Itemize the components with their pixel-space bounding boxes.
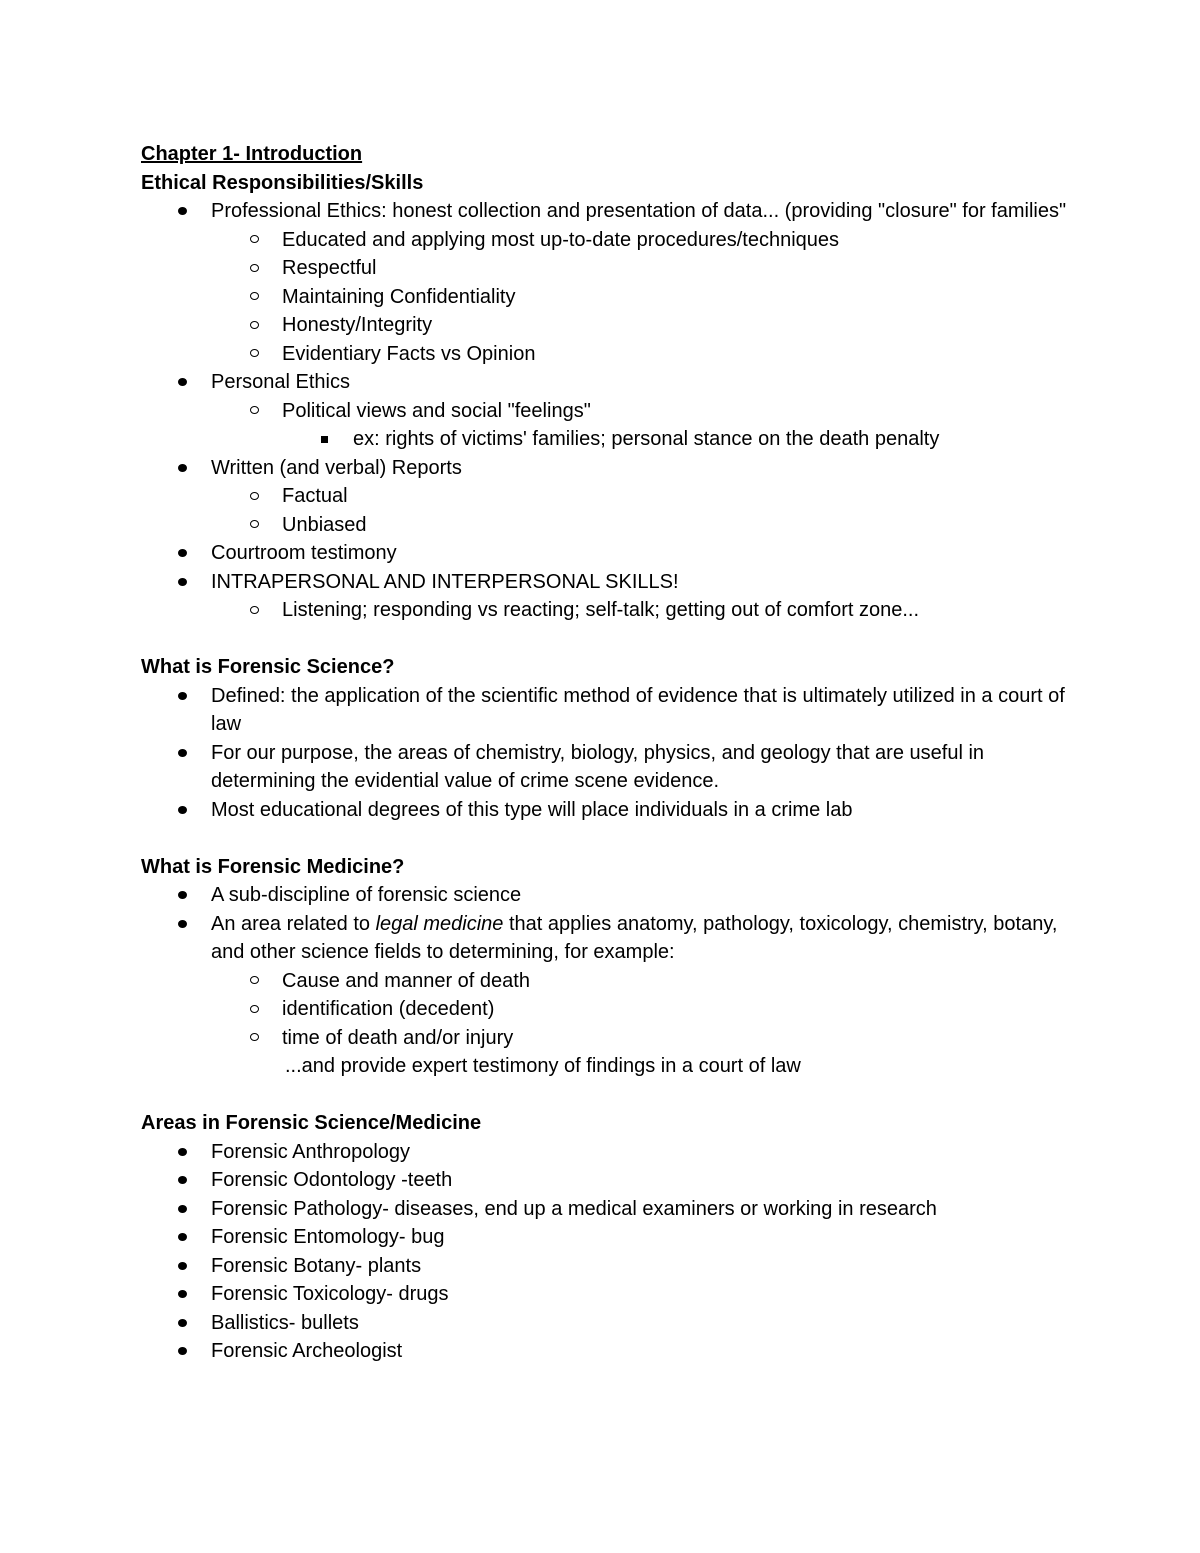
hollow-circle-bullet-icon: [250, 976, 259, 984]
list-item-text: Forensic Pathology- diseases, end up a medical examiners or working in research: [211, 1197, 937, 1220]
section-heading-areas: Areas in Forensic Science/Medicine: [141, 1112, 482, 1134]
spacer: [141, 824, 1071, 853]
list-item: [141, 682, 1071, 739]
filled-circle-bullet-icon: [178, 578, 187, 586]
list-item: [141, 425, 1071, 454]
list-item-text: identification (decedent): [282, 998, 495, 1020]
list-item-text: Educated and applying most up-to-date procedures/techniques: [282, 228, 840, 251]
list-item-text: Forensic Odontology -teeth: [211, 1169, 453, 1191]
list-item-text: Professional Ethics: honest collection and presentation of data... (providing "closure" for families": [211, 200, 1067, 222]
list-item-text: Political views and social "feelings": [282, 399, 591, 422]
square-bullet-icon: [321, 436, 328, 443]
list-item: [141, 796, 1071, 825]
forensic-science-list: [141, 682, 1071, 825]
areas-list: [141, 1138, 1071, 1366]
list-item: [141, 1337, 1071, 1366]
list-item: [141, 1280, 1071, 1309]
filled-circle-bullet-icon: [178, 920, 187, 928]
filled-circle-bullet-icon: [178, 1233, 187, 1241]
italic-term: legal medicine: [375, 912, 504, 935]
list-item: [141, 995, 1071, 1024]
list-item: [141, 340, 1071, 369]
filled-circle-bullet-icon: [178, 1319, 187, 1327]
hollow-circle-bullet-icon: [250, 492, 259, 500]
list-item: [141, 881, 1071, 910]
list-item: [141, 454, 1071, 483]
list-item: [141, 397, 1071, 426]
list-item-text: Ballistics- bullets: [211, 1311, 359, 1334]
list-item: [141, 910, 1071, 967]
chapter-title: Chapter 1- Introduction: [141, 143, 363, 165]
list-item: [141, 539, 1071, 568]
filled-circle-bullet-icon: [178, 1176, 187, 1184]
list-item-text: Forensic Botany- plants: [211, 1254, 422, 1277]
filled-circle-bullet-icon: [178, 1290, 187, 1298]
list-item: [141, 1166, 1071, 1195]
filled-circle-bullet-icon: [178, 806, 187, 814]
filled-circle-bullet-icon: [178, 549, 187, 557]
list-item: [141, 197, 1071, 226]
hollow-circle-bullet-icon: [250, 349, 259, 357]
hollow-circle-bullet-icon: [250, 292, 259, 300]
hollow-circle-bullet-icon: [250, 520, 259, 528]
list-item: [141, 482, 1071, 511]
continuation-text: ...and provide expert testimony of findings in a court of law: [285, 1055, 801, 1077]
filled-circle-bullet-icon: [178, 207, 187, 215]
list-item: [141, 1252, 1071, 1281]
list-item: [141, 1309, 1071, 1338]
hollow-circle-bullet-icon: [250, 1005, 259, 1013]
text-segment: An area related to: [211, 912, 376, 935]
ethical-list: [141, 197, 1071, 625]
list-item: [141, 254, 1071, 283]
list-item: [141, 596, 1071, 625]
filled-circle-bullet-icon: [178, 1347, 187, 1355]
list-item: [141, 368, 1071, 397]
hollow-circle-bullet-icon: [250, 235, 259, 243]
list-item-text: Maintaining Confidentiality: [282, 285, 516, 308]
list-item-text: Unbiased: [282, 513, 367, 536]
filled-circle-bullet-icon: [178, 1262, 187, 1270]
list-item-text: Personal Ethics: [211, 371, 350, 393]
filled-circle-bullet-icon: [178, 1205, 187, 1213]
list-item-text: ex: rights of victims' families; personal stance on the death penalty: [353, 428, 940, 450]
list-item-text: For our purpose, the areas of chemistry, biology, physics, and geology that are useful in determining the evidential value of crime scene evidence.: [211, 741, 985, 792]
list-item: [141, 739, 1071, 796]
filled-circle-bullet-icon: [178, 749, 187, 757]
list-item-text: Defined: the application of the scientific method of evidence that is ultimately utilized in a court of law: [211, 684, 1065, 735]
list-item: [141, 311, 1071, 340]
list-item: [141, 1223, 1071, 1252]
list-item: [141, 1138, 1071, 1167]
list-item-text: Forensic Anthropology: [211, 1140, 411, 1163]
list-item-text: Evidentiary Facts vs Opinion: [282, 342, 536, 365]
list-item-text: Honesty/Integrity: [282, 314, 433, 336]
hollow-circle-bullet-icon: [250, 1033, 259, 1041]
forensic-medicine-list: [141, 881, 1071, 1052]
list-item: [141, 283, 1071, 312]
list-item: [141, 568, 1071, 597]
list-item: [141, 511, 1071, 540]
list-item: [141, 1024, 1071, 1053]
list-item-text: time of death and/or injury: [282, 1026, 514, 1049]
filled-circle-bullet-icon: [178, 891, 187, 899]
list-item-text: [211, 910, 1071, 967]
hollow-circle-bullet-icon: [250, 606, 259, 614]
section-heading-forensic-medicine: What is Forensic Medicine?: [141, 855, 405, 878]
list-item-text: Respectful: [282, 257, 377, 279]
hollow-circle-bullet-icon: [250, 321, 259, 329]
list-item-text: Forensic Archeologist: [211, 1340, 403, 1362]
filled-circle-bullet-icon: [178, 1148, 187, 1156]
document-page: [141, 140, 1071, 1366]
list-item-text: A sub-discipline of forensic science: [211, 884, 522, 906]
list-item-text: Most educational degrees of this type will place individuals in a crime lab: [211, 798, 853, 821]
list-item-text: Written (and verbal) Reports: [211, 456, 462, 479]
hollow-circle-bullet-icon: [250, 264, 259, 272]
list-item: [141, 226, 1071, 255]
hollow-circle-bullet-icon: [250, 406, 259, 414]
text-segment: that applies anatomy, pathology, toxicology, chemistry, botany, and other science fields to determining, for example:: [211, 912, 1058, 963]
filled-circle-bullet-icon: [178, 464, 187, 472]
section-heading-forensic-science: What is Forensic Science?: [141, 656, 395, 678]
list-item-text: Cause and manner of death: [282, 969, 530, 992]
list-item: [141, 1195, 1071, 1224]
list-item-text: Courtroom testimony: [211, 542, 397, 564]
list-item-text: Forensic Toxicology- drugs: [211, 1283, 449, 1305]
spacer: [141, 1081, 1071, 1110]
section-heading-ethical: Ethical Responsibilities/Skills: [141, 171, 424, 194]
list-item-text: Factual: [282, 485, 348, 507]
list-item-text: INTRAPERSONAL AND INTERPERSONAL SKILLS!: [211, 570, 679, 593]
filled-circle-bullet-icon: [178, 378, 187, 386]
filled-circle-bullet-icon: [178, 692, 187, 700]
list-item-text: Listening; responding vs reacting; self-talk; getting out of comfort zone...: [282, 599, 920, 621]
spacer: [141, 625, 1071, 654]
list-item: [141, 967, 1071, 996]
list-item-text: Forensic Entomology- bug: [211, 1226, 445, 1248]
